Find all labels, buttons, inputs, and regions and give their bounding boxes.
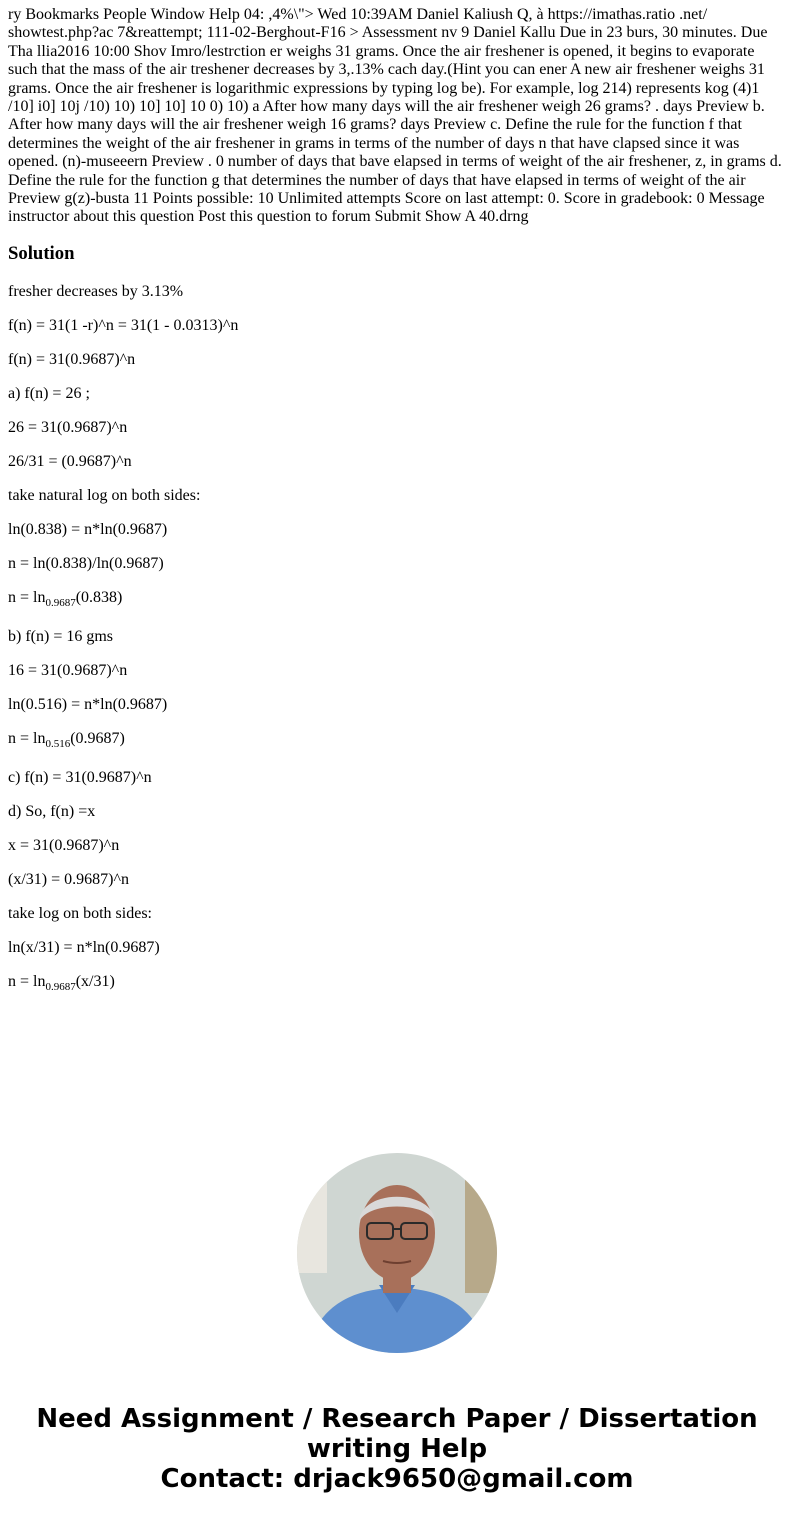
log-base: 0.9687 bbox=[45, 981, 76, 993]
solution-step: a) f(n) = 26 ; bbox=[8, 385, 90, 402]
solution-step: (x/31) = 0.9687)^n bbox=[8, 871, 129, 888]
solution-steps bbox=[8, 283, 786, 1012]
avatar-wall-left bbox=[297, 1153, 327, 1273]
promo-line-2: writing Help bbox=[306, 1434, 488, 1464]
solution-step: ln(0.516) = n*ln(0.9687) bbox=[8, 696, 168, 713]
step-prefix: n = ln bbox=[8, 973, 46, 990]
solution-step: 16 = 31(0.9687)^n bbox=[8, 662, 128, 679]
author-avatar bbox=[297, 1153, 497, 1353]
step-suffix: (x/31) bbox=[75, 973, 115, 990]
solution-step bbox=[8, 973, 786, 1012]
solution-step: n = ln(0.838)/ln(0.9687) bbox=[8, 555, 164, 572]
solution-step: ln(x/31) = n*ln(0.9687) bbox=[8, 939, 160, 956]
step-prefix: n = ln bbox=[8, 730, 46, 747]
solution-step bbox=[8, 730, 786, 769]
promo-line-1: Need Assignment / Research Paper / Dissertation bbox=[36, 1404, 758, 1434]
solution-step bbox=[8, 589, 786, 628]
solution-step: x = 31(0.9687)^n bbox=[8, 837, 120, 854]
solution-step: ln(0.838) = n*ln(0.9687) bbox=[8, 521, 168, 538]
step-suffix: (0.838) bbox=[75, 589, 123, 606]
solution-step: 26 = 31(0.9687)^n bbox=[8, 419, 128, 436]
solution-step: f(n) = 31(0.9687)^n bbox=[8, 351, 136, 368]
solution-step: take natural log on both sides: bbox=[8, 487, 201, 504]
avatar-portrait bbox=[297, 1153, 497, 1353]
promo-banner bbox=[0, 1404, 794, 1494]
step-prefix: n = ln bbox=[8, 589, 46, 606]
avatar-wall-right bbox=[465, 1163, 497, 1293]
step-suffix: (0.9687) bbox=[70, 730, 125, 747]
solution-step: f(n) = 31(1 -r)^n = 31(1 - 0.0313)^n bbox=[8, 317, 239, 334]
solution-heading: Solution bbox=[8, 243, 75, 264]
solution-step: take log on both sides: bbox=[8, 905, 152, 922]
log-base: 0.9687 bbox=[45, 597, 76, 609]
promo-contact: Contact: drjack9650@gmail.com bbox=[160, 1464, 634, 1494]
log-base: 0.516 bbox=[45, 738, 71, 750]
solution-step: c) f(n) = 31(0.9687)^n bbox=[8, 769, 152, 786]
solution-step: d) So, f(n) =x bbox=[8, 803, 96, 820]
solution-step: b) f(n) = 16 gms bbox=[8, 628, 114, 645]
solution-step: 26/31 = (0.9687)^n bbox=[8, 453, 132, 470]
solution-step: fresher decreases by 3.13% bbox=[8, 283, 184, 300]
question-text: ry Bookmarks People Window Help 04: ,4%\"> Wed 10:39AM Daniel Kaliush Q, à https://imathas.ratio .net/ showtest.php?ac 7&reattempt; 111-02-Berghout-F16 > Assessment nv 9 Daniel Kallu Due in 23 burs, 30 minutes. Due Tha llia2016 10:00 Shov Imro/lestrction er weighs 31 grams. Once the air freshener is opened, it begins to evaporate such that the mass of the air treshener decreases by 3,.13% cach day.(Hint you can ener A new air freshener weighs 31 grams. Once the air freshener is logarithmic expressions by typing log be). For example, log 214) represents kog (4)1 /10] i0] 10j /10) 10) 10] 10] 10 0) 10) a After how many days will the air freshener weigh 26 grams? . days Preview b. After how many days will the air freshener weigh 16 grams? days Preview c. Define the rule for the function f that determines the weight of the air freshener in grams in terms of the number of days n that have clapsed since it was opened. (n)-museeern Preview . 0 number of days that bave elapsed in terms of weight of the air freshener, z, in grams d. Define the rule for the function g that determines the number of days that have elapsed in terms of weight of the air Preview g(z)-busta 11 Points possible: 10 Unlimited attempts Score on last attempt: 0. Score in gradebook: 0 Message instructor about this question Post this question to forum Submit Show A 40.drng bbox=[8, 6, 782, 226]
